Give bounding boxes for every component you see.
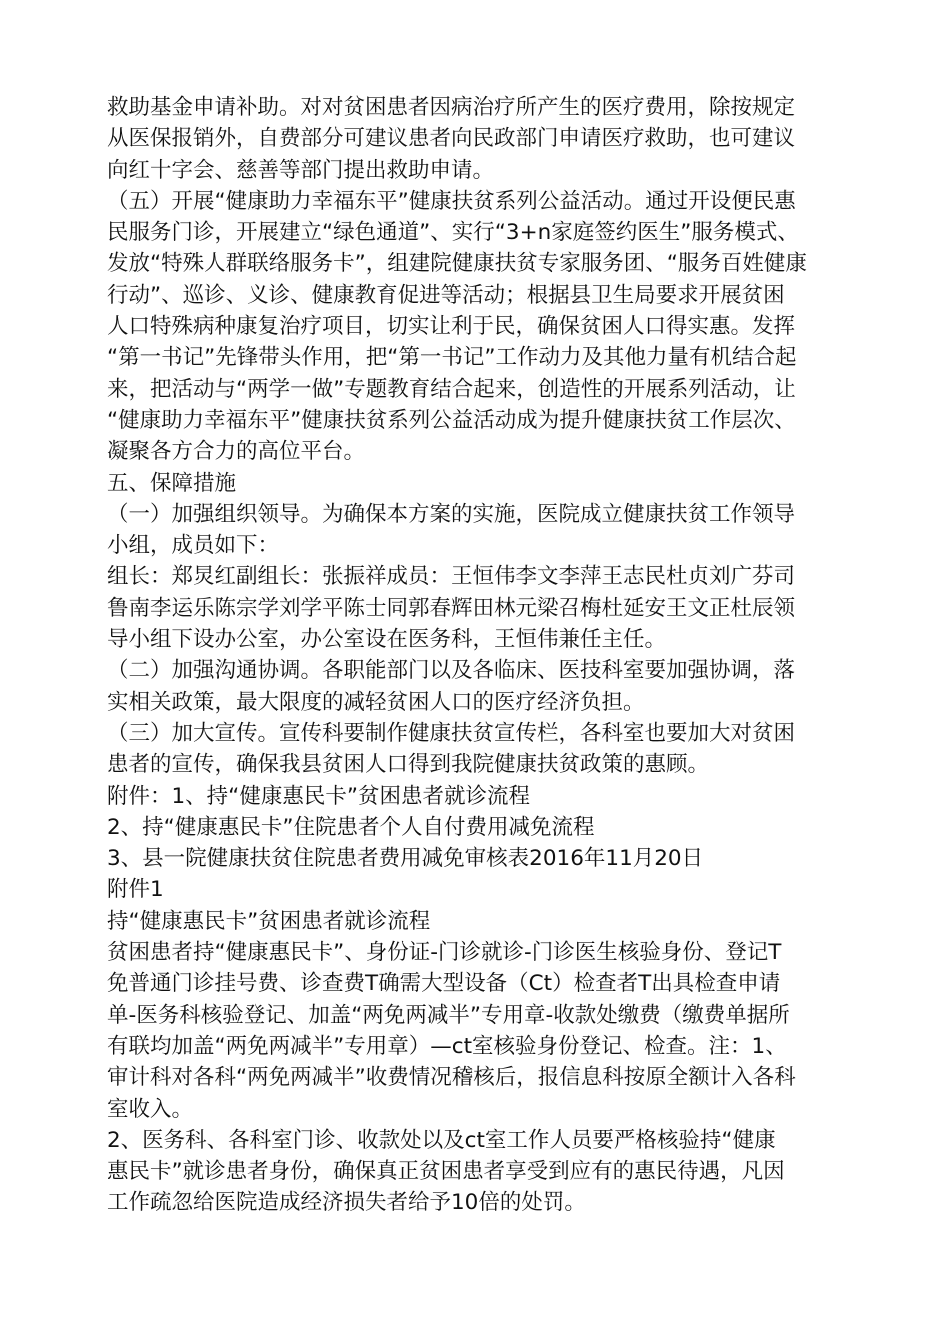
text-line: 免普通门诊挂号费、诊查费T确需大型设备（Ct）检查者T出具检查申请 [107, 971, 781, 997]
text-line: 从医保报销外，自费部分可建议患者向民政部门申请医疗救助，也可建议 [107, 126, 796, 152]
text-line: 惠民卡”就诊患者身份，确保真正贫困患者享受到应有的惠民待遇，凡因 [107, 1159, 785, 1185]
attachment-line: 3、县一院健康扶贫住院患者费用减免审核表2016年11月20日 [107, 846, 704, 872]
text-line: （一）加强组织领导。为确保本方案的实施，医院成立健康扶贫工作领导 [107, 501, 796, 527]
section-heading: 五、保障措施 [107, 470, 237, 496]
attachment-line: 附件：1、持“健康惠民卡”贫困患者就诊流程 [107, 783, 530, 809]
text-line: 向红十字会、慈善等部门提出救助申请。 [107, 157, 495, 183]
text-line: 救助基金申请补助。对对贫困患者因病治疗所产生的医疗费用，除按规定 [107, 95, 796, 120]
text-line: 患者的宣传，确保我县贫困人口得到我院健康扶贫政策的惠顾。 [107, 752, 710, 778]
attachment-heading: 附件1 [107, 877, 164, 903]
text-line: （三）加大宣传。宣传科要制作健康扶贫宣传栏，各科室也要加大对贫困 [107, 720, 796, 746]
text-line: 室收入。 [107, 1096, 194, 1122]
text-line: 行动”、巡诊、义诊、健康教育促进等活动；根据县卫生局要求开展贫困 [107, 282, 785, 308]
text-line: “健康助力幸福东平”健康扶贫系列公益活动成为提升健康扶贫工作层次、 [107, 407, 796, 433]
text-line: 来，把活动与“两学一做”专题教育结合起来，创造性的开展系列活动，让 [107, 376, 796, 402]
text-line: （二）加强沟通协调。各职能部门以及各临床、医技科室要加强协调，落 [107, 658, 796, 684]
text-line: 人口特殊病种康复治疗项目，切实让利于民，确保贫困人口得实惠。发挥 [107, 314, 796, 340]
text-line: 导小组下设办公室，办公室设在医务科，王恒伟兼任主任。 [107, 627, 667, 653]
text-line: 审计科对各科“两免两减半”收费情况稽核后，报信息科按原全额计入各科 [107, 1065, 796, 1091]
text-line: 贫困患者持“健康惠民卡”、身份证-门诊就诊-门诊医生核验身份、登记T [107, 940, 782, 966]
text-line: 实相关政策，最大限度的减轻贫困人口的医疗经济负担。 [107, 689, 645, 715]
text-line: 2、医务科、各科室门诊、收款处以及ct室工作人员要严格核验持“健康 [107, 1127, 776, 1153]
document-page [107, 92, 867, 1219]
text-line: 工作疏忽给医院造成经济损失者给予10倍的处罚。 [107, 1190, 586, 1216]
text-line: 发放“特殊人群联络服务卡”，组建院健康扶贫专家服务团、“服务百姓健康 [107, 251, 807, 277]
text-line: 组长：郑炅红副组长：张振祥成员：王恒伟李文李萍王志民杜贞刘广芬司 [107, 564, 796, 590]
attachment-line: 2、持“健康惠民卡”住院患者个人自付费用减免流程 [107, 814, 595, 840]
text-line: （五）开展“健康助力幸福东平”健康扶贫系列公益活动。通过开设便民惠 [107, 188, 796, 214]
text-line: 有联均加盖“两免两减半”专用章）—ct室核验身份登记、检查。注：1、 [107, 1033, 787, 1059]
text-line: 小组，成员如下： [107, 533, 280, 559]
text-line: 民服务门诊，开展建立“绿色通道”、实行“3+n家庭签约医生”服务模式、 [107, 220, 799, 246]
text-line: “第一书记”先锋带头作用，把“第一书记”工作动力及其他力量有机结合起 [107, 345, 797, 371]
flow-title: 持“健康惠民卡”贫困患者就诊流程 [107, 908, 431, 934]
text-line: 凝聚各方合力的高位平台。 [107, 439, 366, 465]
text-line: 鲁南李运乐陈宗学刘学平陈士同郭春辉田林元梁召梅杜延安王文正杜辰领 [107, 595, 796, 621]
text-line: 单-医务科核验登记、加盖“两免两减半”专用章-收款处缴费（缴费单据所 [107, 1002, 790, 1028]
